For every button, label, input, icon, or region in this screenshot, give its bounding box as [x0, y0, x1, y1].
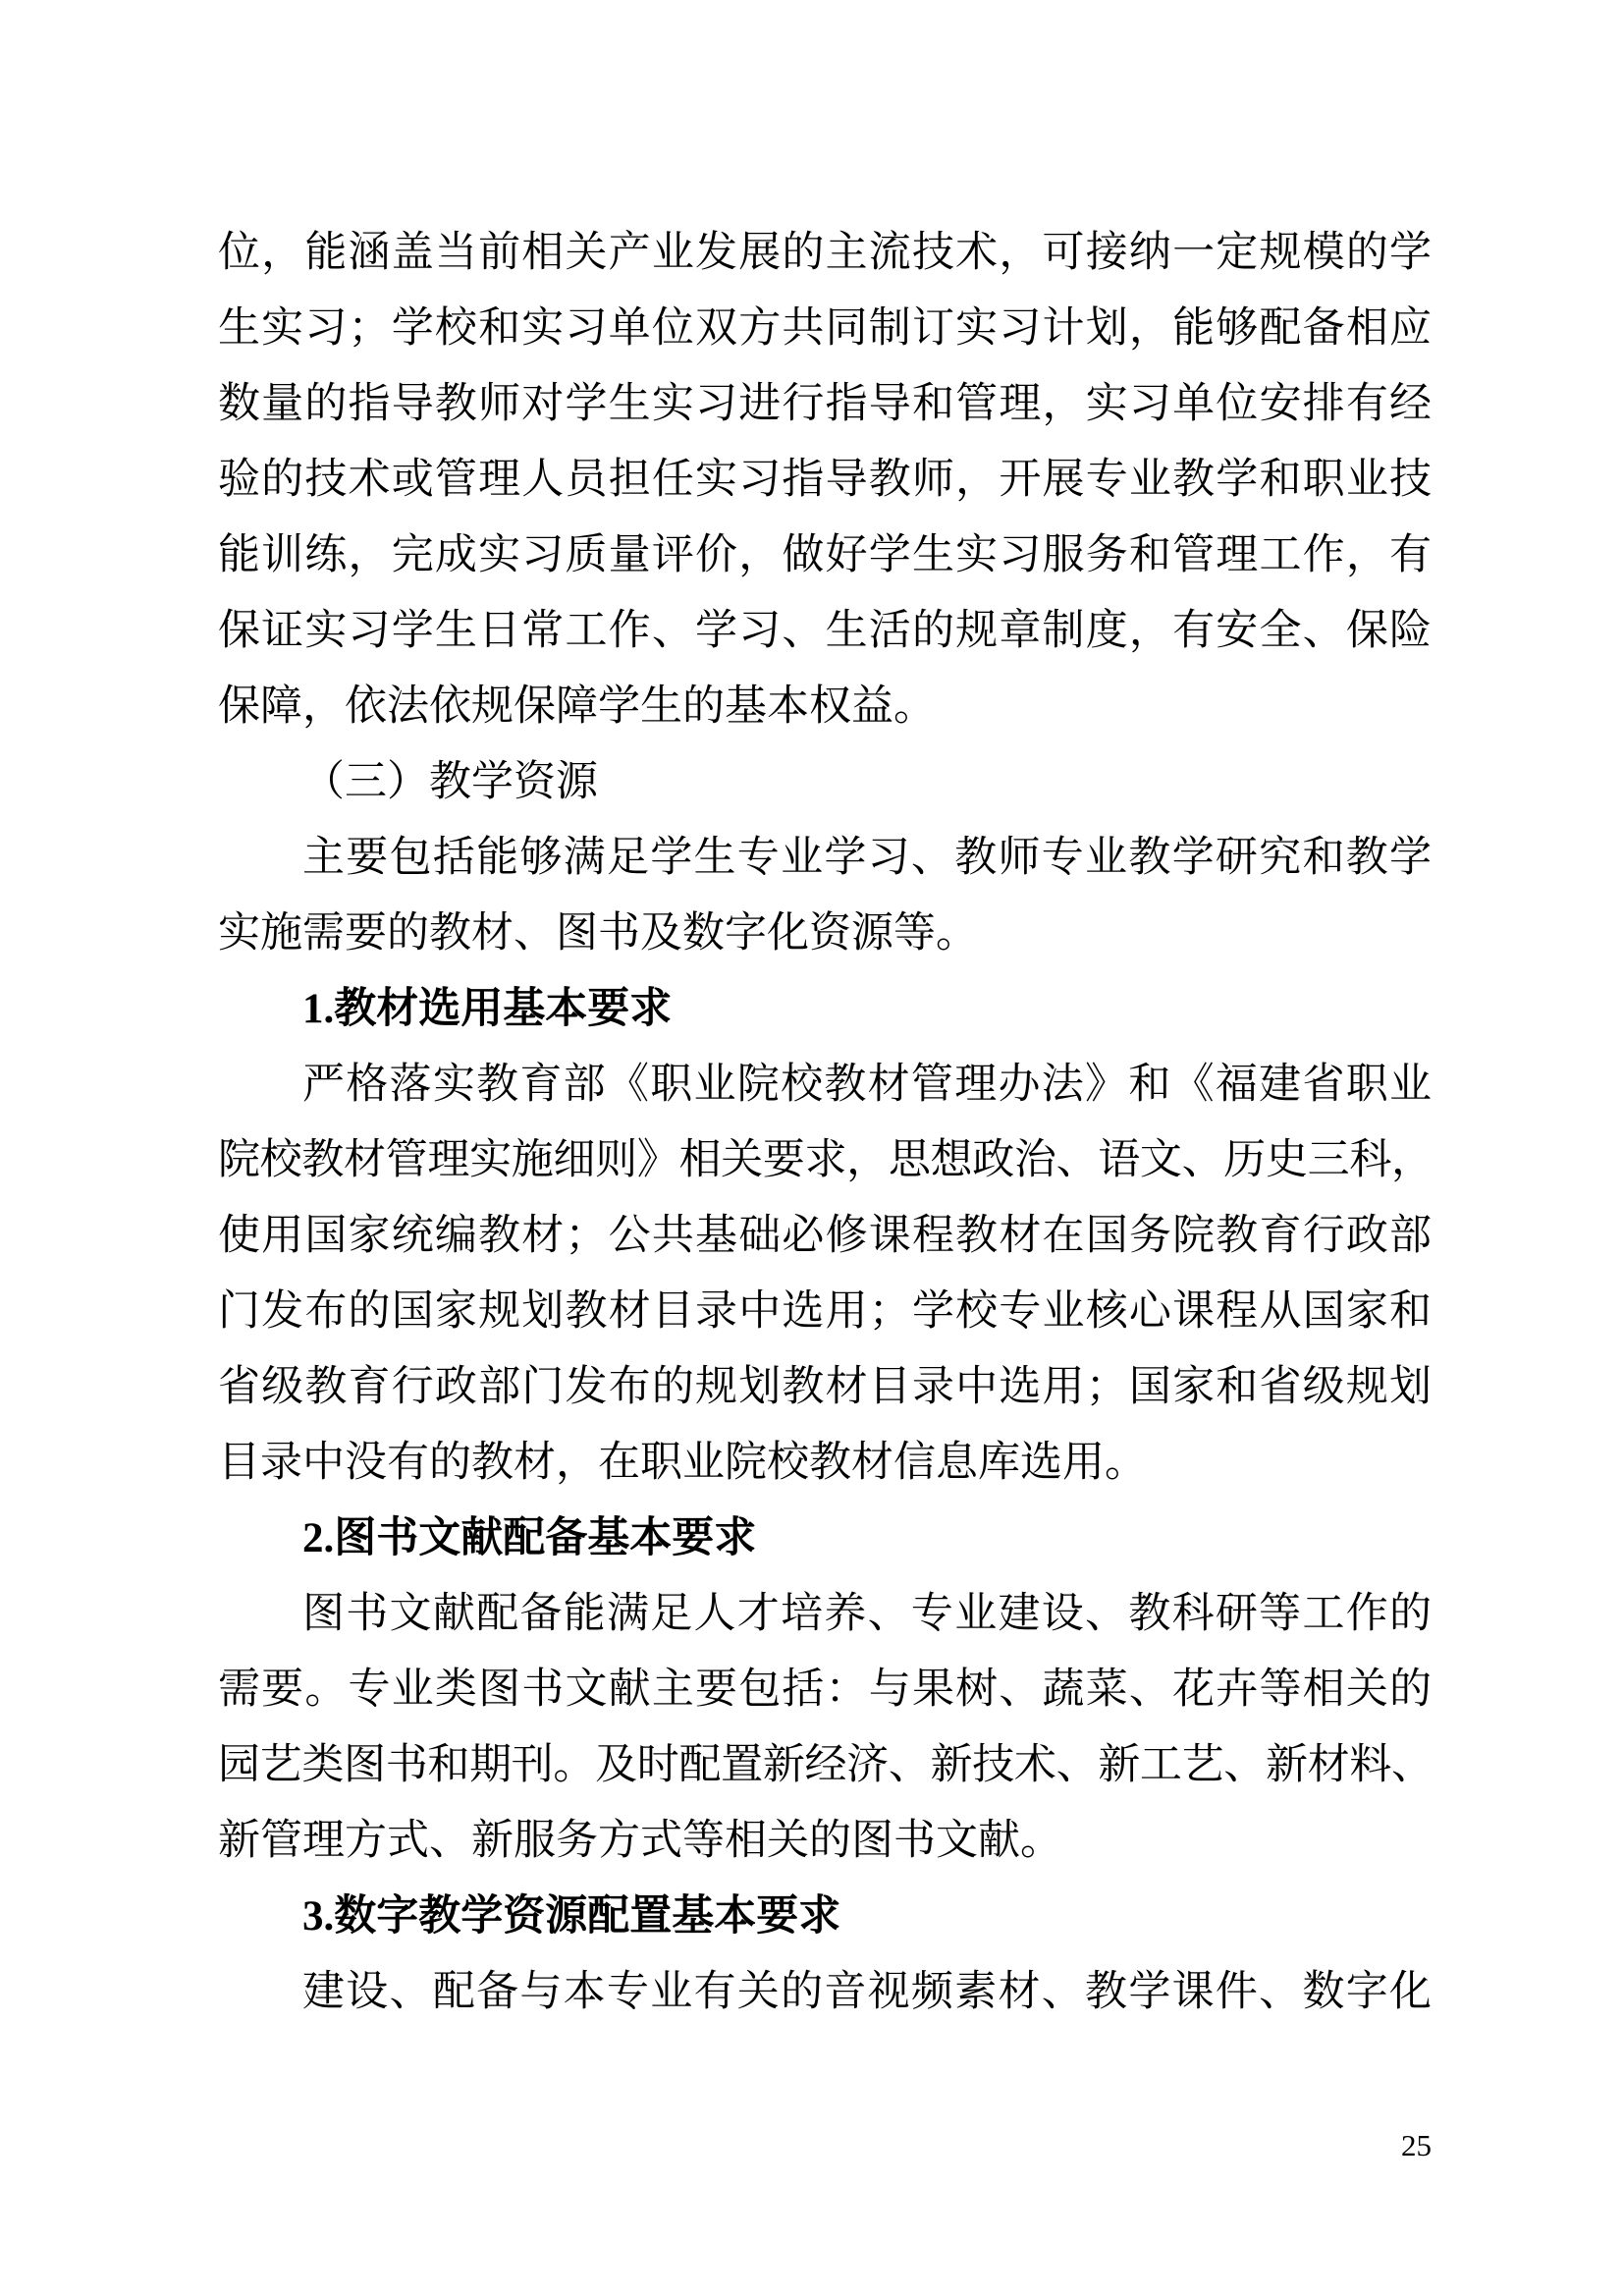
heading-textbook-selection [218, 971, 1432, 1047]
text-line: 院校教材管理实施细则》相关要求，思想政治、语文、历史三科， [218, 1137, 1432, 1183]
heading-section-teaching-resources [218, 744, 1432, 820]
text-line: 新管理方式、新服务方式等相关的图书文献。 [218, 1818, 1062, 1864]
text-line: 主要包括能够满足学生专业学习、教师专业教学研究和教学 [302, 835, 1432, 881]
heading-library-literature [218, 1501, 1432, 1576]
text-line: 实施需要的教材、图书及数字化资源等。 [218, 910, 978, 957]
text-line: 需要。专业类图书文献主要包括：与果树、蔬菜、花卉等相关的 [218, 1667, 1432, 1713]
paragraph-digital-teaching-resources [218, 1954, 1432, 2030]
text-line: 数量的指导教师对学生实习进行指导和管理，实习单位安排有经 [218, 381, 1432, 427]
text-line: 保证实习学生日常工作、学习、生活的规章制度，有安全、保险 [218, 608, 1432, 654]
page-body-text [218, 215, 1432, 2030]
text-line: 目录中没有的教材，在职业院校教材信息库选用。 [218, 1440, 1147, 1486]
text-line: （三）教学资源 [302, 759, 598, 805]
text-line: 建设、配备与本专业有关的音视频素材、教学课件、数字化 [302, 1969, 1432, 2015]
text-line: 2.图书文献配备基本要求 [302, 1515, 757, 1561]
heading-digital-teaching-resources [218, 1879, 1432, 1954]
text-line: 位，能涵盖当前相关产业发展的主流技术，可接纳一定规模的学 [218, 230, 1432, 276]
text-line: 3.数字教学资源配置基本要求 [302, 1893, 841, 1940]
paragraph-internship-continued [218, 215, 1432, 744]
text-line: 生实习；学校和实习单位双方共同制订实习计划，能够配备相应 [218, 305, 1432, 352]
text-line: 图书文献配备能满足人才培养、专业建设、教科研等工作的 [302, 1591, 1432, 1637]
page-number: 25 [1401, 2128, 1432, 2162]
text-line: 验的技术或管理人员担任实习指导教师，开展专业教学和职业技 [218, 457, 1432, 503]
paragraph-teaching-resources-intro [218, 820, 1432, 971]
paragraph-library-literature [218, 1576, 1432, 1879]
text-line: 省级教育行政部门发布的规划教材目录中选用；国家和省级规划 [218, 1364, 1432, 1410]
paragraph-textbook-selection [218, 1047, 1432, 1501]
text-line: 使用国家统编教材；公共基础必修课程教材在国务院教育行政部 [218, 1213, 1432, 1259]
text-line: 门发布的国家规划教材目录中选用；学校专业核心课程从国家和 [218, 1288, 1432, 1335]
text-line: 能训练，完成实习质量评价，做好学生实习服务和管理工作，有 [218, 532, 1432, 578]
text-line: 保障，依法依规保障学生的基本权益。 [218, 683, 936, 730]
text-line: 1.教材选用基本要求 [302, 986, 673, 1032]
text-line: 严格落实教育部《职业院校教材管理办法》和《福建省职业 [302, 1062, 1432, 1108]
text-line: 园艺类图书和期刊。及时配置新经济、新技术、新工艺、新材料、 [218, 1742, 1432, 1788]
